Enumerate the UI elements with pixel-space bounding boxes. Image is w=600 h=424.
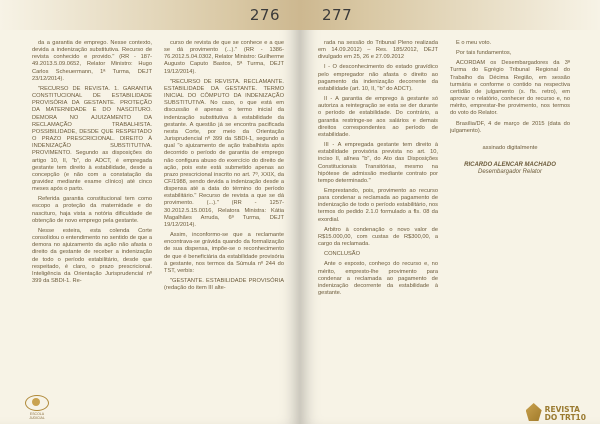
logo-text (545, 406, 586, 421)
left-footer (0, 398, 300, 424)
paragraph: Por tais fundamentos, (456, 50, 512, 57)
paragraph: CONCLUSÃO (324, 251, 361, 258)
text-column (450, 40, 570, 394)
page-number-left: 276 (249, 6, 280, 24)
paragraph: É o meu voto. (456, 40, 492, 46)
logo-caption: ESCOLA JUDICIAL (29, 412, 45, 420)
paragraph: "RECURSO DE REVISTA. 1. GARANTIA CONSTITUCIONAL DE ESTABILIDADE PROVISÓRIA DA GESTANTE. PROTEÇÃO DA MATERNIDADE E DO NASCITURO. DEMORA NO AJUIZAMENTO DA RECLAMAÇÃO TRABALHISTA. POSSIBILIDADE, DESDE QUE RESPEITADO O PRAZO PRESCRICIONAL. DIREITO À INDENIZAÇÃO SUBSTITUTIVA. PROVIMENTO. Segundo as disposições do artigo 10, II, "b", do ADCT, é empregada gestante tem direito à estabilidade, desde a concepção (e não com a constatação da gravidez mediante exame clínico) até cinco meses após o parto. (32, 85, 152, 193)
paragraph: II - A garantia de emprego à gestante só autoriza a reintegração se esta se der durante o período de estabilidade. Do contrário, a garantia restringe-se aos salários e demais direitos correspondentes ao período de estabilidade. (318, 96, 438, 138)
paragraph: III - A empregada gestante tem direito à estabilidade provisória prevista no art. 10, inciso II, alínea "b", do Ato das Disposições Constitucionais Transitórias, mesmo na hipótese de admissão mediante contrato por tempo determinado." (318, 142, 438, 184)
paragraph: Brasília/DF, 4 de março de 2015 (data do julgamento). (450, 120, 570, 134)
escola-judicial-logo (22, 395, 52, 420)
right-page (300, 0, 600, 424)
paragraph: "RECURSO DE REVISTA. RECLAMANTE. ESTABILIDADE DA GESTANTE. TERMO INICIAL DO CÔMPUTO DA INDENIZAÇÃO SUBSTITUTIVA. No caso, o que está em discussão é apenas o termo inicial da indenização substitutiva à estabilidade da gestante. A questão já se encontra pacificada nesta Corte, por meio da Orientação Jurisprudencial nº 399 da SBDI-1, segundo a qual "o ajuizamento de ação trabalhista após decorrido o período de garantia de emprego não configura abuso do exercício do direito de ação, pois este está submetido apenas ao prazo prescricional inscrito no art. 7º, XXIX, da CF/1988, sendo devida a indenização desde a dispensa até a data do término do período estabilitário." Recurso de revista a que se dá provimento. (...)." (RR - 1257-30.2012.5.15.0016, Relatora Ministra: Kátia Magalhães Arruda, 6ª Turma, DEJT 19/12/2014). (164, 78, 284, 228)
left-page-columns (32, 40, 284, 394)
paragraph: "GESTANTE. ESTABILIDADE PROVISÓRIA (redação do item III alte- (164, 278, 284, 292)
revista-trt10-logo (526, 403, 586, 421)
closing-paragraphs (450, 40, 570, 135)
paragraph: Referida garantia constitucional tem como escopo a proteção da maternidade e do nascituro, haja vista a notória dificuldade de obtenção de novo emprego pela gestante. (32, 196, 152, 224)
logo-line-2: DO TRT10 (544, 412, 586, 422)
paragraph: da a garantia de emprego. Nesse contexto, devida a indenização substitutiva. Recurso de revista conhecido e provido." (RR - 187-49.2013.5.09.0652, Relator Ministro: Hugo Carlos Scheuermann, 1ª Turma, DEJT 23/12/2014). (32, 40, 152, 82)
paragraph: Emprestando, pois, provimento ao recurso para condenar a reclamada ao pagamento de indenização de todo o período estabilitário, nos termos do pedido 2.1.0 formulado a fls. 08 da exordial. (318, 187, 438, 223)
text-column (164, 40, 284, 394)
right-page-columns (318, 40, 570, 394)
signature-note: assinado digitalmente (482, 144, 538, 151)
text-column (32, 40, 152, 394)
signature-block (450, 145, 570, 176)
page-number-right: 277 (322, 6, 353, 24)
paragraph: curso de revista de que se conhece e a que se dá provimento (...)." (RR - 1386-76.2012.5.04.0302, Relator Ministro: Guilherme Augusto Caputo Bastos, 5ª Turma, DEJT 19/12/2014). (164, 40, 284, 75)
paragraph: Ante o exposto, conheço do recurso e, no mérito, empresto-lhe provimento para condenar a reclamada ao pagamento de indenização decorrente da estabilidade à gestante. (318, 261, 438, 296)
emblem-icon (25, 395, 49, 411)
signer-role: Desembargador Relator (477, 169, 543, 176)
signer-name: RICARDO ALENCAR MACHADO (464, 162, 556, 169)
paragraph: Arbitro à condenação o novo valor de R$15.000,00, com custas de R$300,00, a cargo da reclamada. (318, 226, 438, 248)
text-column (318, 40, 438, 394)
paragraph: Assim, inconformo-se que a reclamante encontrava-se grávida quando da formalização de sua dispensa, impõe-se o reconhecimento de que é beneficiária da estabilidade provisória à gestante, nos termos da Súmula nº 244 do TST, verbis: (164, 232, 284, 274)
paragraph: rada na sessão do Tribunal Pleno realizada em 14.09.2012) – Res. 185/2012, DEJT divulgado em 25, 26 e 27.09.2012 (318, 40, 438, 61)
logo-line-1: REVISTA (544, 405, 580, 414)
paragraph: I - O desconhecimento do estado gravídico pelo empregador não afasta o direito ao pagamento da indenização decorrente da estabilidade (art. 10, II, "b" do ADCT). (318, 64, 438, 92)
paragraph: ACORDAM os Desembargadores da 3ª Turma do Egrégio Tribunal Regional do Trabalho da Décima Região, em sessão turmária e conforme o contido na respectiva certidão de julgamento (s. fls. retro), em aprovar o relatório, conhecer do recurso e, no mérito, emprestar-lhe provimento, nos termos do voto do Relator. (450, 60, 570, 117)
paragraph: Nesse esteira, esta colenda Corte consolidou o entendimento no sentido de que a demora no ajuizamento da ação não afasta o direito da gestante de receber a indenização de todo o período estabilitário, desde que respeitado, é claro, o prazo prescricional. Inteligência da Orientação Jurisprudencial nº 399 da SBDI-1. Re- (32, 227, 152, 284)
emblem-icon (526, 403, 542, 421)
right-footer (300, 398, 600, 424)
